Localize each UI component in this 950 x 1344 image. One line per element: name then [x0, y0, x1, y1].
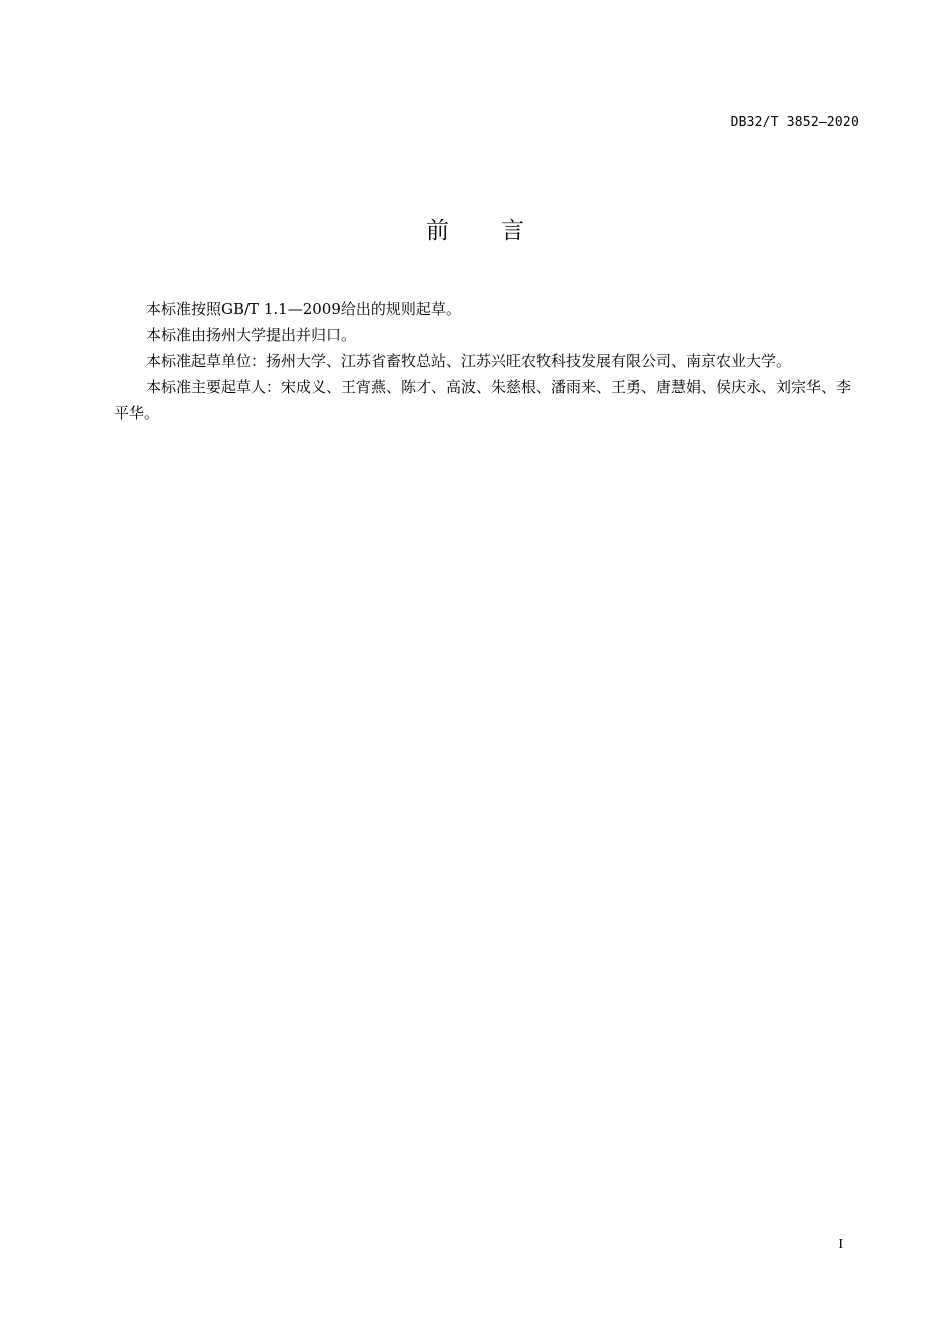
- standard-code: DB32/T 3852—2020: [730, 115, 859, 130]
- paragraph-proposer: 本标准由扬州大学提出并归口。: [146, 326, 357, 344]
- paragraph-drafting-units: 本标准起草单位：扬州大学、江苏省畜牧总站、江苏兴旺农牧科技发展有限公司、南京农业大学。: [146, 352, 792, 370]
- paragraph-drafters: 本标准主要起草人：宋成义、王宵燕、陈才、高波、朱慈根、潘雨来、王勇、唐慧娟、侯庆永、刘宗华、李平华。: [114, 378, 852, 422]
- foreword-body: [114, 296, 860, 426]
- paragraph-drafting-rules: 本标准按照GB/T 1.1—2009给出的规则起草。: [146, 300, 461, 318]
- page-title: 前言: [426, 218, 576, 244]
- page-number: I: [838, 1237, 843, 1252]
